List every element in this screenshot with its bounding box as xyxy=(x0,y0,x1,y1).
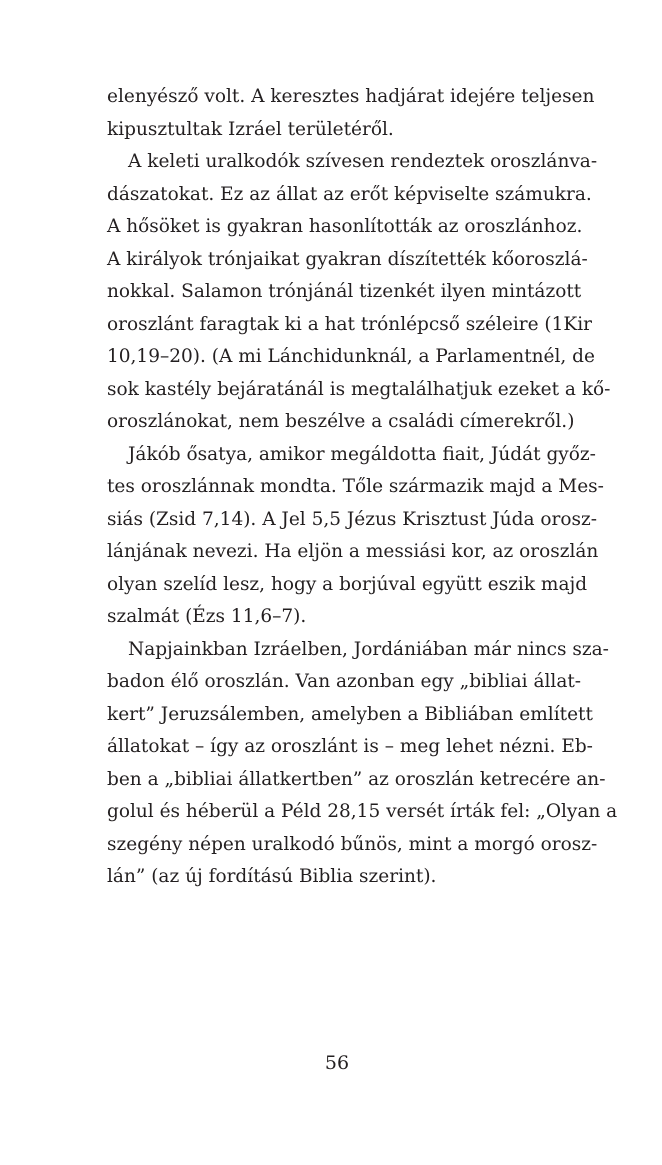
text-line: 10,19–20). (A mi Lánchidunknál, a Parlamentnél, de xyxy=(107,346,595,367)
text-line: A hősöket is gyakran hasonlították az oroszlánhoz. xyxy=(107,216,583,237)
text-line: sok kastély bejáratánál is megtalálhatjuk ezeket a kő- xyxy=(107,378,611,400)
text-line: olyan szelíd lesz, hogy a borjúval együtt eszik majd xyxy=(107,573,588,595)
text-line: szegény népen uralkodó bűnös, mint a morgó orosz- xyxy=(107,833,598,855)
text-line: nokkal. Salamon trónjánál tizenkét ilyen mintázott xyxy=(107,281,582,302)
text-line: lánjának nevezi. Ha eljön a messiási kor, az oroszlán xyxy=(107,541,599,562)
text-line: oroszlánokat, nem beszélve a családi címerekről.) xyxy=(107,411,575,432)
text-line: oroszlánt faragtak ki a hat trónlépcső széleire (1Kir xyxy=(107,313,592,335)
text-line: kert” Jeruzsálemben, amelyben a Bibliában említett xyxy=(107,703,593,725)
text-line: golul és héberül a Péld 28,15 versét írták fel: „Olyan a xyxy=(107,801,618,822)
text-line: állatokat – így az oroszlánt is – meg lehet nézni. Eb- xyxy=(107,736,593,757)
text-line: elenyésző volt. A keresztes hadjárat idejére teljesen xyxy=(107,86,595,107)
text-line: tes oroszlánnak mondta. Tőle származik majd a Mes- xyxy=(107,476,604,497)
text-line: Jákób ősatya, amikor megáldotta fiait, Júdát győz- xyxy=(128,443,596,465)
text-line: szalmát (Ézs 11,6–7). xyxy=(107,606,307,627)
text-line: Napjainkban Izráelben, Jordániában már nincs sza- xyxy=(128,638,609,660)
text-line: ben a „bibliai állatkertben” az oroszlán ketrecére an- xyxy=(107,768,606,790)
text-line: badon élő oroszlán. Van azonban egy „bibliai állat- xyxy=(107,671,582,692)
page-number: 56 xyxy=(324,1052,350,1074)
text-line: A keleti uralkodók szívesen rendeztek oroszlánva- xyxy=(128,151,598,172)
text-line: kipusztultak Izráel területéről. xyxy=(107,118,394,140)
text-line: lán” (az új fordítású Biblia szerint). xyxy=(107,866,437,887)
text-line: dászatokat. Ez az állat az erőt képviselte számukra. xyxy=(107,183,592,205)
text-line: siás (Zsid 7,14). A Jel 5,5 Jézus Krisztust Júda orosz- xyxy=(107,508,597,530)
text-line: A királyok trónjaikat gyakran díszítették kőoroszlá- xyxy=(107,248,588,270)
body-text xyxy=(107,81,618,894)
